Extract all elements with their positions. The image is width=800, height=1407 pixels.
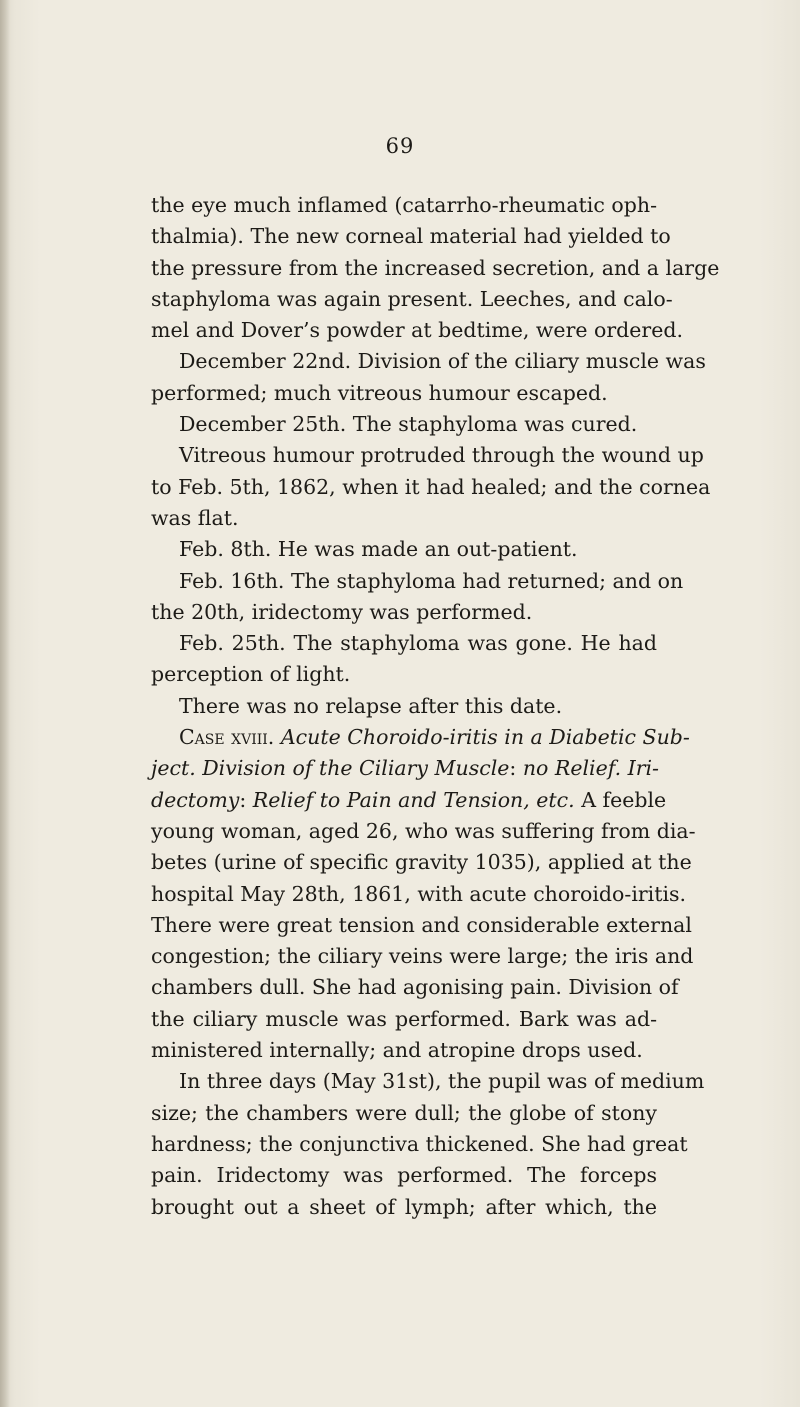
case-heading-line-1 [151,722,690,753]
case-label: Case xviii. [179,725,275,750]
text-line: young woman, aged 26, who was suffering from dia- [151,818,696,843]
text-line: brought out a sheet of lymph; after which, the [151,1194,657,1219]
case-title-part-2b: : [509,756,523,781]
text-line: ministered internally; and atropine drops used. [151,1038,643,1063]
text-line: December 25th. The staphyloma was cured. [179,412,638,437]
text-line: performed; much vitreous humour escaped. [151,380,608,405]
text-line: pain. Iridectomy was performed. The forceps [151,1163,657,1188]
text-line: Feb. 25th. The staphyloma was gone. He had [179,631,657,656]
text-line: In three days (May 31st), the pupil was of medium [179,1069,705,1094]
text-line: the ciliary muscle was performed. Bark was ad- [151,1006,657,1031]
text-line: to Feb. 5th, 1862, when it had healed; and the cornea [151,474,711,499]
text-line: the 20th, iridectomy was performed. [151,599,533,624]
text-lines-bottom [151,816,705,1223]
text-line: the pressure from the increased secretion, and a large [151,255,720,280]
case-heading-line-2 [151,753,657,784]
text-line: perception of light. [151,662,351,687]
text-line: December 22nd. Division of the ciliary muscle was [179,349,706,374]
text-line: hospital May 28th, 1861, with acute choroido-iritis. [151,881,687,906]
text-line: hardness; the conjunctiva thickened. She had great [151,1131,688,1156]
text-line: There were great tension and considerable external [151,912,692,937]
text-line: betes (urine of specific gravity 1035), applied at the [151,850,692,875]
case-title-part-3a: dectomy [151,787,240,812]
text-line: chambers dull. She had agonising pain. Division of [151,975,679,1000]
text-line: congestion; the ciliary veins were large; the iris and [151,944,694,969]
text-line: was flat. [151,505,239,530]
page-text [151,190,720,1223]
text-line: size; the chambers were dull; the globe of stony [151,1100,657,1125]
text-line: mel and Dover’s powder at bedtime, were ordered. [151,318,683,343]
case-title-part-2a: ject. Division of the Ciliary Muscle [151,756,510,781]
text-line: thalmia). The new corneal material had yielded to [151,224,671,249]
case-title-part-3d: A feeble [574,787,667,812]
text-line: staphyloma was again present. Leeches, and calo- [151,286,673,311]
text-line: Vitreous humour protruded through the wound up [179,443,704,468]
binding-shadow [0,0,10,1407]
text-line: Feb. 8th. He was made an out-patient. [179,537,578,562]
case-title-part-1: Acute Choroido-iritis in a Diabetic Sub- [280,725,690,750]
case-title-part-2c: no Relief. Iri- [522,756,659,781]
case-title-part-3b: : [239,787,253,812]
case-heading-line-3 [151,785,667,816]
text-line: There was no relapse after this date. [179,693,563,718]
text-lines-top [151,190,720,722]
text-line: the eye much inflamed (catarrho-rheumatic oph- [151,193,657,217]
case-title-part-3c: Relief to Pain and Tension, etc. [252,787,575,812]
text-line: Feb. 16th. The staphyloma had returned; and on [179,568,684,593]
page-number: 69 [385,134,415,158]
